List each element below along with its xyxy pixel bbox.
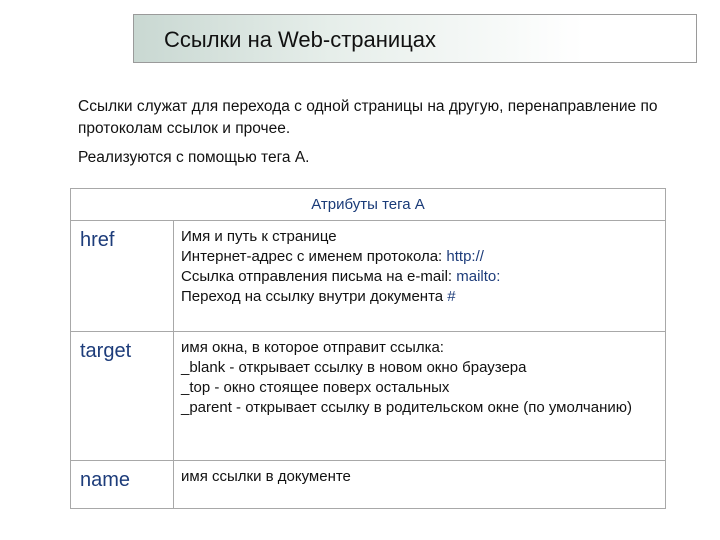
description-line: имя окна, в которое отправит ссылка: bbox=[181, 339, 444, 356]
line-text: Переход на ссылку внутри документа bbox=[181, 288, 448, 305]
attribute-name-target: target bbox=[71, 332, 174, 461]
description-line bbox=[181, 287, 659, 307]
attribute-name-name: name bbox=[71, 461, 174, 509]
description-line: _blank - открывает ссылку в новом окно браузера bbox=[181, 359, 527, 376]
description-line bbox=[181, 227, 659, 247]
attribute-name-href: href bbox=[71, 221, 174, 332]
table-row bbox=[71, 461, 666, 509]
attribute-description-target bbox=[174, 332, 666, 461]
table-row bbox=[71, 221, 666, 332]
slide-title: Ссылки на Web-страницах bbox=[164, 27, 437, 52]
code-snippet: http:// bbox=[446, 248, 484, 265]
table-header: Атрибуты тега А bbox=[71, 189, 666, 221]
description-line bbox=[181, 247, 659, 267]
code-snippet: mailto: bbox=[456, 268, 501, 285]
line-text: Имя и путь к странице bbox=[181, 228, 337, 245]
attributes-table bbox=[70, 188, 666, 509]
line-text: Ссылка отправления письма на e-mail: bbox=[181, 268, 457, 285]
code-snippet: # bbox=[447, 288, 456, 305]
title-bar bbox=[133, 14, 697, 63]
description-line: _top - окно стоящее поверх остальных bbox=[181, 379, 450, 396]
description-line: _parent - открывает ссылку в родительском окне (по умолчанию) bbox=[181, 399, 632, 416]
intro-paragraph-1: Ссылки служат для перехода с одной страницы на другую, перенаправление по протоколам ссылок и прочее. bbox=[78, 98, 658, 137]
description-line: имя ссылки в документе bbox=[181, 468, 351, 485]
attribute-description-href bbox=[174, 221, 666, 332]
intro-paragraph-2: Реализуются с помощью тега А. bbox=[78, 149, 310, 166]
line-text: Интернет-адрес с именем протокола: bbox=[181, 248, 447, 265]
intro-text bbox=[78, 96, 678, 169]
table-header-row bbox=[71, 189, 666, 221]
table-row bbox=[71, 332, 666, 461]
attribute-description-name bbox=[174, 461, 666, 509]
description-line bbox=[181, 267, 659, 287]
